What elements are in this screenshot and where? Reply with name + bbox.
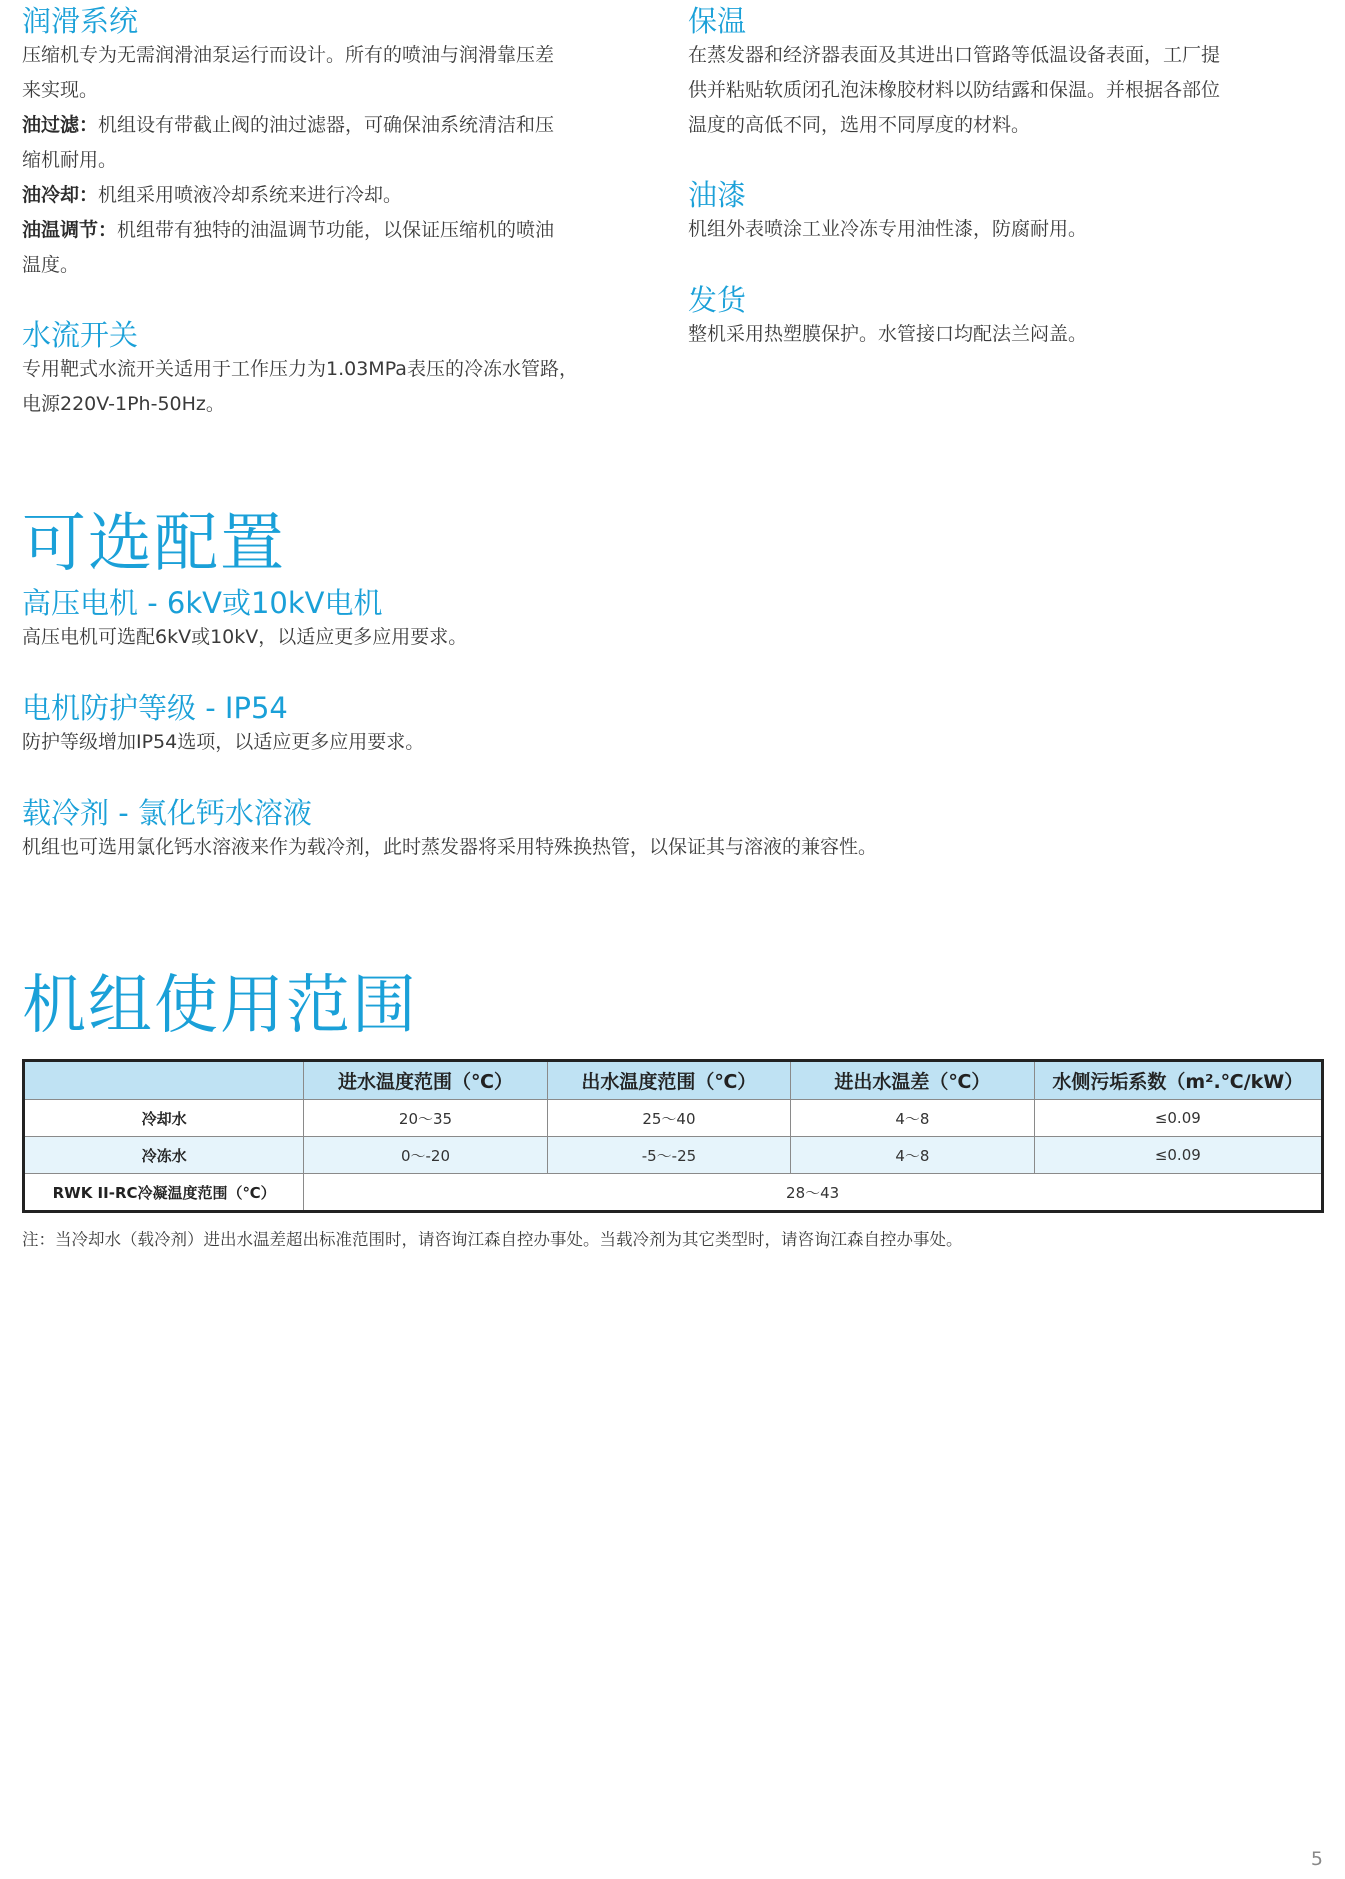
table-cell: -5～-25 xyxy=(547,1137,790,1174)
row-label: 冷冻水 xyxy=(24,1137,304,1174)
insulation-line2: 供并粘贴软质闭孔泡沫橡胶材料以防结露和保温。并根据各部位 xyxy=(688,79,1221,101)
paint-text: 机组外表喷涂工业冷冻专用油性漆，防腐耐用。 xyxy=(688,218,1088,240)
table-note: 注：当冷却水（载冷剂）进出水温差超出标准范围时，请咨询江森自控办事处。当载冷剂为其它类型时，请咨询江森自控办事处。 xyxy=(22,1230,963,1249)
oil-filter-label: 油过滤： xyxy=(22,114,99,136)
page-number: 5 xyxy=(1310,1848,1323,1870)
table-header-cell: 出水温度范围（℃） xyxy=(547,1061,790,1100)
insulation-section xyxy=(688,4,1328,143)
table-row xyxy=(24,1174,1323,1212)
lubrication-intro-line1: 压缩机专为无需润滑油泵运行而设计。所有的喷油与润滑靠压差 xyxy=(22,44,555,66)
table-cell: 4～8 xyxy=(791,1100,1034,1137)
shipping-section xyxy=(688,283,1328,352)
lubrication-intro-line2: 来实现。 xyxy=(22,79,99,101)
shipping-text: 整机采用热塑膜保护。水管接口均配法兰闷盖。 xyxy=(688,323,1088,345)
oil-cooling-label: 油冷却： xyxy=(22,184,99,206)
flow-switch-section xyxy=(22,318,662,422)
table-header-cell: 进水温度范围（℃） xyxy=(304,1061,547,1100)
operating-range-heading: 机组使用范围 xyxy=(22,969,418,1043)
oil-filter-text: 机组设有带截止阀的油过滤器，可确保油系统清洁和压 xyxy=(98,114,555,136)
table-cell: 20～35 xyxy=(304,1100,547,1137)
table-row xyxy=(24,1100,1323,1137)
flow-switch-title: 水流开关 xyxy=(22,318,139,352)
paint-section xyxy=(688,178,1328,247)
table-header-cell: 进出水温差（℃） xyxy=(791,1061,1034,1100)
oil-temp-label: 油温调节： xyxy=(22,219,118,241)
paint-title: 油漆 xyxy=(688,178,747,212)
optional-item-brine xyxy=(22,796,1322,865)
row-label: RWK II-RC冷凝温度范围（℃） xyxy=(24,1174,304,1212)
oil-cooling-text: 机组采用喷液冷却系统来进行冷却。 xyxy=(98,184,403,206)
oil-temp-text: 机组带有独特的油温调节功能，以保证压缩机的喷油 xyxy=(117,219,555,241)
table-row xyxy=(24,1137,1323,1174)
flow-switch-line2: 电源220V-1Ph-50Hz。 xyxy=(22,393,225,415)
insulation-line3: 温度的高低不同，选用不同厚度的材料。 xyxy=(688,114,1031,136)
optional-item-text: 高压电机可选配6kV或10kV，以适应更多应用要求。 xyxy=(22,626,468,648)
insulation-line1: 在蒸发器和经济器表面及其进出口管路等低温设备表面，工厂提 xyxy=(688,44,1221,66)
table-cell: ≤0.09 xyxy=(1034,1100,1322,1137)
optional-config-heading: 可选配置 xyxy=(22,507,286,581)
shipping-title: 发货 xyxy=(688,283,747,317)
optional-item-title: 载冷剂 - 氯化钙水溶液 xyxy=(22,796,312,830)
optional-item-hv-motor xyxy=(22,586,1322,655)
row-label: 冷却水 xyxy=(24,1100,304,1137)
oil-filter-line1 xyxy=(22,108,662,143)
table-cell: 28～43 xyxy=(304,1174,1323,1212)
oil-cooling-line xyxy=(22,178,662,213)
table-cell: 4～8 xyxy=(791,1137,1034,1174)
table-header-row xyxy=(24,1061,1323,1100)
table-cell: ≤0.09 xyxy=(1034,1137,1322,1174)
table-cell: 25～40 xyxy=(547,1100,790,1137)
optional-item-title: 电机防护等级 - IP54 xyxy=(22,691,288,725)
oil-filter-line2: 缩机耐用。 xyxy=(22,149,118,171)
oil-temp-line2: 温度。 xyxy=(22,254,80,276)
table-cell: 0～-20 xyxy=(304,1137,547,1174)
optional-item-ip54 xyxy=(22,691,1322,760)
operating-range-table xyxy=(22,1059,1324,1213)
lubrication-section xyxy=(22,4,662,283)
flow-switch-line1: 专用靶式水流开关适用于工作压力为1.03MPa表压的冷冻水管路， xyxy=(22,358,578,380)
table-header-cell: 水侧污垢系数（m².℃/kW） xyxy=(1034,1061,1322,1100)
optional-item-title: 高压电机 - 6kV或10kV电机 xyxy=(22,586,383,620)
table-header-cell xyxy=(24,1061,304,1100)
optional-item-text: 机组也可选用氯化钙水溶液来作为载冷剂，此时蒸发器将采用特殊换热管，以保证其与溶液的兼容性。 xyxy=(22,836,878,858)
insulation-title: 保温 xyxy=(688,4,747,38)
optional-item-text: 防护等级增加IP54选项，以适应更多应用要求。 xyxy=(22,731,425,753)
lubrication-title: 润滑系统 xyxy=(22,4,139,38)
oil-temp-line1 xyxy=(22,213,662,248)
